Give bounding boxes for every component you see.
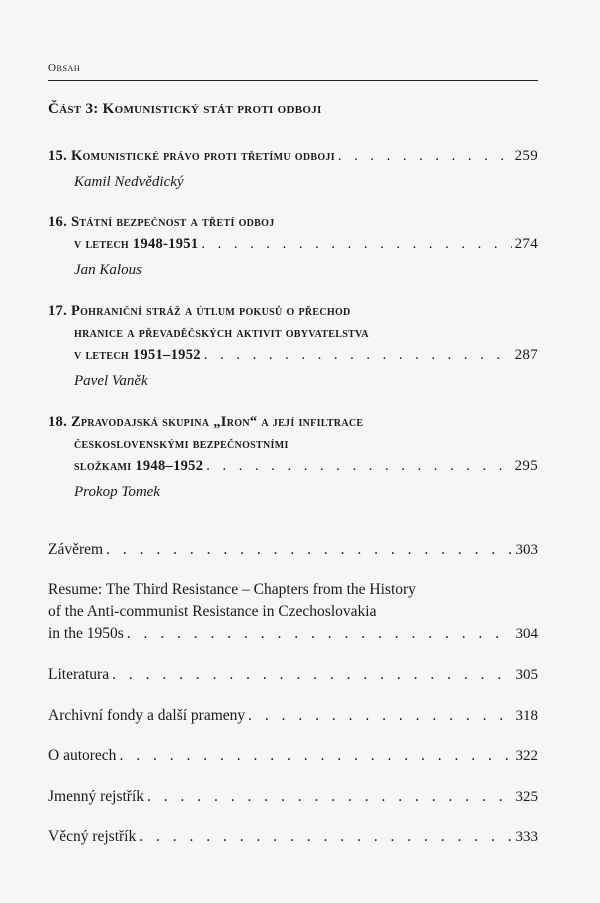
page-number: 303 xyxy=(515,542,538,558)
leader-dots xyxy=(204,344,512,366)
page-number: 295 xyxy=(514,458,538,474)
toc-entry-literatura[interactable] xyxy=(48,664,538,686)
page-number: 259 xyxy=(514,148,538,164)
page-number: 304 xyxy=(515,626,538,642)
chapter-title: 18. Zpravodajská skupina „Iron“ a její infiltrace xyxy=(48,414,364,430)
leader-dots xyxy=(147,786,513,808)
toc-entry-resume[interactable] xyxy=(48,579,538,645)
chapter-title-cont: složkami 1948–1952 xyxy=(74,458,204,474)
part-title: Část 3: Komunistický stát proti odboji xyxy=(48,101,322,117)
entry-title: Věcný rejstřík xyxy=(48,828,137,845)
page-number: 325 xyxy=(515,789,538,805)
page-number: 333 xyxy=(515,829,538,845)
page-number: 287 xyxy=(514,347,538,363)
page-number: 274 xyxy=(514,236,538,252)
chapter-title: 15. Komunistické právo proti třetímu odboji xyxy=(48,148,335,164)
entry-title-cont: in the 1950s xyxy=(48,625,124,642)
entry-title: Resume: The Third Resistance – Chapters from the History xyxy=(48,581,416,598)
chapter-title: 16. Státní bezpečnost a třetí odboj xyxy=(48,214,275,230)
leader-dots xyxy=(338,145,512,167)
page-number: 318 xyxy=(515,708,538,724)
chapter-author: Kamil Nedvědický xyxy=(74,174,184,190)
leader-dots xyxy=(206,455,511,477)
chapter-title-cont: hranice a převaděčských aktivit obyvatelstva xyxy=(74,325,369,341)
leader-dots xyxy=(139,826,512,848)
entry-title: Literatura xyxy=(48,666,110,683)
entry-title-cont: of the Anti-communist Resistance in Czechoslovakia xyxy=(48,603,377,620)
leader-dots xyxy=(106,539,512,561)
toc-entry-chapter-15[interactable] xyxy=(48,145,538,193)
chapter-title-cont: v letech 1951–1952 xyxy=(74,347,201,363)
page-number: 305 xyxy=(515,667,538,683)
chapter-title-cont: československými bezpečnostními xyxy=(74,436,289,452)
chapter-author: Jan Kalous xyxy=(74,262,142,278)
leader-dots xyxy=(119,745,512,767)
toc-entry-vecny-rejstrik[interactable] xyxy=(48,826,538,848)
toc-entry-chapter-16[interactable] xyxy=(48,211,538,281)
toc-entry-chapter-17[interactable] xyxy=(48,300,538,392)
leader-dots xyxy=(112,664,512,686)
toc-entry-o-autorech[interactable] xyxy=(48,745,538,767)
entry-title: O autorech xyxy=(48,747,117,764)
chapter-author: Pavel Vaněk xyxy=(74,373,148,389)
entry-title: Archivní fondy a další prameny xyxy=(48,707,246,724)
toc-entry-zaverem[interactable] xyxy=(48,539,538,561)
chapter-author: Prokop Tomek xyxy=(74,484,160,500)
chapter-title: 17. Pohraniční stráž a útlum pokusů o přechod xyxy=(48,303,351,319)
chapter-title-cont: v letech 1948-1951 xyxy=(74,236,199,252)
entry-title: Závěrem xyxy=(48,541,104,558)
header-rule xyxy=(48,80,538,81)
toc-entry-chapter-18[interactable] xyxy=(48,411,538,503)
leader-dots xyxy=(127,623,513,645)
entry-title: Jmenný rejstřík xyxy=(48,788,144,805)
toc-entry-jmenny-rejstrik[interactable] xyxy=(48,786,538,808)
leader-dots xyxy=(248,705,512,727)
leader-dots xyxy=(201,233,511,255)
toc-entry-archivni-fondy[interactable] xyxy=(48,705,538,727)
page-number: 322 xyxy=(515,748,538,764)
running-head: Obsah xyxy=(48,62,81,74)
